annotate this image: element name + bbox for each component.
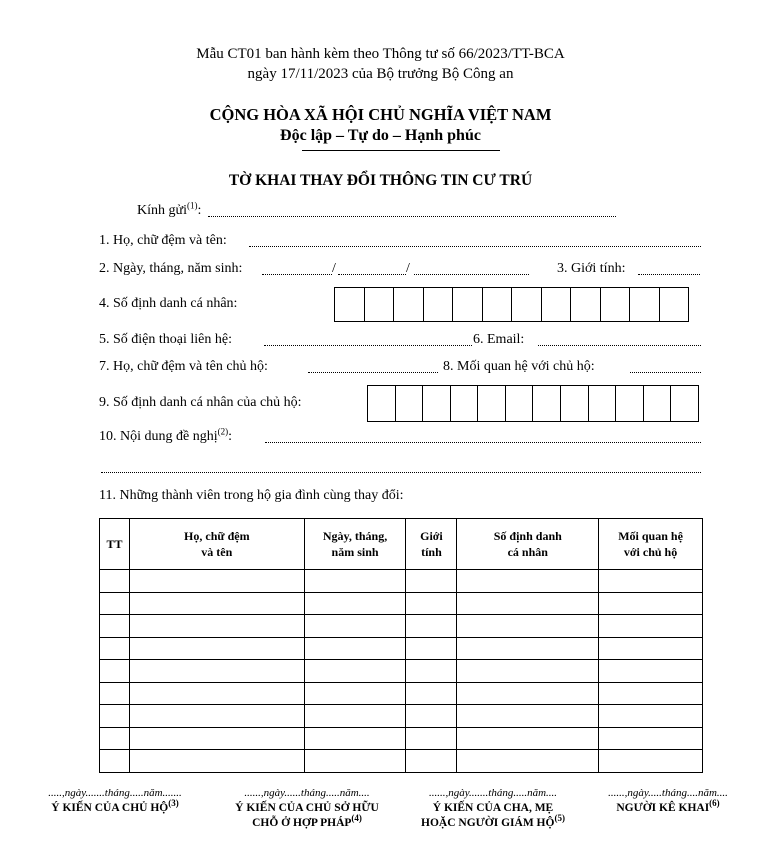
- table-cell[interactable]: [457, 592, 599, 615]
- table-cell[interactable]: [129, 750, 304, 773]
- national-title: CỘNG HÒA XÃ HỘI CHỦ NGHĨA VIỆT NAM: [209, 105, 552, 124]
- members-label: 11. Những thành viên trong hộ gia đình cùng thay đổi:: [99, 488, 404, 503]
- template-issue-date: ngày 17/11/2023 của Bộ trưởng Bộ Công an: [247, 66, 514, 82]
- table-row: [100, 750, 703, 773]
- id-digit-box[interactable]: [561, 386, 589, 421]
- request-content-field[interactable]: [265, 442, 701, 443]
- table-cell[interactable]: [599, 592, 703, 615]
- relationship-label: 8. Mối quan hệ với chủ hộ:: [443, 359, 595, 374]
- form-title: TỜ KHAI THAY ĐỔI THÔNG TIN CƯ TRÚ: [228, 172, 533, 189]
- birth-date-separator: /: [406, 261, 410, 276]
- members-table: [99, 518, 703, 773]
- table-row: [100, 615, 703, 638]
- email-field[interactable]: [538, 345, 701, 346]
- id-digit-box[interactable]: [483, 288, 513, 321]
- id-digit-box[interactable]: [453, 288, 483, 321]
- household-head-field[interactable]: [308, 372, 438, 373]
- phone-label: 5. Số điện thoại liên hệ:: [99, 332, 232, 347]
- table-cell[interactable]: [129, 705, 304, 728]
- full-name-label: 1. Họ, chữ đệm và tên:: [99, 233, 227, 248]
- table-row: [100, 637, 703, 660]
- email-label: 6. Email:: [473, 332, 525, 347]
- table-cell[interactable]: [406, 750, 457, 773]
- personal-id-boxes[interactable]: [334, 287, 689, 322]
- table-cell[interactable]: [129, 727, 304, 750]
- id-digit-box[interactable]: [630, 288, 660, 321]
- table-cell[interactable]: [100, 705, 130, 728]
- signature-title-line2: HOẶC NGƯỜI GIÁM HỘ$^{(5)}$: [421, 813, 565, 829]
- table-cell[interactable]: [304, 637, 406, 660]
- table-cell[interactable]: [129, 592, 304, 615]
- id-digit-box[interactable]: [571, 288, 601, 321]
- table-cell[interactable]: [304, 660, 406, 683]
- birth-day-field[interactable]: [262, 274, 332, 275]
- table-cell[interactable]: [304, 727, 406, 750]
- signature-title: Ý KIẾN CỦA CHA, MẸ: [432, 802, 554, 814]
- table-cell[interactable]: [100, 750, 130, 773]
- signature-title: Ý KIẾN CỦA CHỦ SỞ HỮU: [235, 802, 379, 814]
- signature-date: .....,ngày.......tháng.....năm.......: [48, 787, 182, 799]
- signature-block-household-head: [20, 786, 210, 816]
- id-digit-box[interactable]: [601, 288, 631, 321]
- id-digit-box[interactable]: [644, 386, 672, 421]
- id-digit-box[interactable]: [660, 288, 689, 321]
- kinh-gui-label: Kính gửi$^{(1)}$:: [137, 200, 202, 218]
- signature-date: ......,ngày......tháng.....năm....: [244, 787, 370, 799]
- birth-year-field[interactable]: [414, 274, 529, 275]
- col-header-personal-id: Số định danh cá nhân: [457, 519, 599, 570]
- table-cell[interactable]: [599, 570, 703, 593]
- id-digit-box[interactable]: [478, 386, 506, 421]
- table-row: [100, 705, 703, 728]
- table-row: [100, 660, 703, 683]
- table-cell[interactable]: [100, 637, 130, 660]
- table-cell[interactable]: [599, 660, 703, 683]
- national-motto: Độc lập – Tự do – Hạnh phúc: [280, 127, 481, 144]
- signature-title: NGƯỜI KÊ KHAI$^{(6)}$: [616, 798, 720, 814]
- table-cell[interactable]: [129, 570, 304, 593]
- id-digit-box[interactable]: [671, 386, 698, 421]
- table-cell[interactable]: [457, 682, 599, 705]
- table-cell[interactable]: [599, 682, 703, 705]
- table-cell[interactable]: [100, 592, 130, 615]
- table-row: [100, 682, 703, 705]
- table-cell[interactable]: [406, 615, 457, 638]
- table-cell[interactable]: [599, 750, 703, 773]
- table-cell[interactable]: [304, 570, 406, 593]
- request-content-label: 10. Nội dung đề nghị$^{(2)}$:: [99, 426, 232, 444]
- gender-label: 3. Giới tính:: [557, 261, 626, 276]
- col-header-birth-date: Ngày, tháng, năm sinh: [304, 519, 406, 570]
- relationship-field[interactable]: [630, 372, 701, 373]
- col-header-name: Họ, chữ đệm và tên: [129, 519, 304, 570]
- table-cell[interactable]: [599, 705, 703, 728]
- table-cell[interactable]: [457, 615, 599, 638]
- signature-date: ......,ngày.....tháng....năm....: [608, 787, 728, 799]
- table-cell[interactable]: [406, 660, 457, 683]
- signature-title: Ý KIẾN CỦA CHỦ HỘ$^{(3)}$: [51, 798, 179, 814]
- template-reference: Mẫu CT01 ban hành kèm theo Thông tư số 66/2023/TT-BCA: [196, 46, 565, 62]
- table-cell[interactable]: [457, 750, 599, 773]
- id-digit-box[interactable]: [394, 288, 424, 321]
- col-header-gender: Giới tính: [406, 519, 457, 570]
- table-cell[interactable]: [100, 727, 130, 750]
- table-cell[interactable]: [406, 637, 457, 660]
- id-digit-box[interactable]: [506, 386, 534, 421]
- request-content-field-line2[interactable]: [101, 472, 701, 473]
- id-digit-box[interactable]: [542, 288, 572, 321]
- table-cell[interactable]: [129, 637, 304, 660]
- table-cell[interactable]: [304, 705, 406, 728]
- table-cell[interactable]: [599, 727, 703, 750]
- motto-underline: [302, 150, 500, 151]
- signature-date: ......,ngày.......tháng.....năm....: [428, 787, 558, 799]
- id-digit-box[interactable]: [335, 288, 365, 321]
- id-digit-box[interactable]: [533, 386, 561, 421]
- id-digit-box[interactable]: [512, 288, 542, 321]
- col-header-relationship: Mối quan hệ với chủ hộ: [599, 519, 703, 570]
- table-cell[interactable]: [406, 682, 457, 705]
- table-cell[interactable]: [129, 615, 304, 638]
- table-cell[interactable]: [457, 637, 599, 660]
- table-row: [100, 592, 703, 615]
- table-cell[interactable]: [457, 660, 599, 683]
- signature-block-guardian: [398, 786, 588, 831]
- full-name-field[interactable]: [249, 246, 701, 247]
- table-cell[interactable]: [100, 660, 130, 683]
- table-cell[interactable]: [129, 660, 304, 683]
- id-digit-box[interactable]: [365, 288, 395, 321]
- signature-block-declarant: [580, 786, 756, 816]
- birth-date-separator: /: [332, 261, 336, 276]
- household-head-id-boxes[interactable]: [367, 385, 699, 422]
- id-digit-box[interactable]: [423, 386, 451, 421]
- table-cell[interactable]: [457, 570, 599, 593]
- table-cell[interactable]: [304, 682, 406, 705]
- table-cell[interactable]: [599, 637, 703, 660]
- table-cell[interactable]: [100, 682, 130, 705]
- table-cell[interactable]: [406, 705, 457, 728]
- id-digit-box[interactable]: [589, 386, 617, 421]
- personal-id-label: 4. Số định danh cá nhân:: [99, 296, 238, 311]
- household-head-id-label: 9. Số định danh cá nhân của chủ hộ:: [99, 395, 302, 410]
- signature-block-owner: [212, 786, 402, 831]
- table-cell[interactable]: [457, 705, 599, 728]
- table-header-row: [100, 519, 703, 570]
- birth-month-field[interactable]: [338, 274, 406, 275]
- id-digit-box[interactable]: [396, 386, 424, 421]
- table-cell[interactable]: [457, 727, 599, 750]
- table-cell[interactable]: [599, 615, 703, 638]
- gender-field[interactable]: [638, 274, 700, 275]
- table-cell[interactable]: [406, 570, 457, 593]
- signature-title-line2: CHỖ Ở HỢP PHÁP$^{(4)}$: [252, 813, 362, 829]
- table-row: [100, 570, 703, 593]
- household-head-label: 7. Họ, chữ đệm và tên chủ hộ:: [99, 359, 268, 374]
- phone-field[interactable]: [264, 345, 472, 346]
- table-cell[interactable]: [304, 750, 406, 773]
- birth-date-label: 2. Ngày, tháng, năm sinh:: [99, 261, 243, 276]
- id-digit-box[interactable]: [424, 288, 454, 321]
- id-digit-box[interactable]: [451, 386, 479, 421]
- kinh-gui-field[interactable]: [208, 216, 616, 217]
- id-digit-box[interactable]: [368, 386, 396, 421]
- id-digit-box[interactable]: [616, 386, 644, 421]
- table-cell[interactable]: [304, 615, 406, 638]
- table-cell[interactable]: [304, 592, 406, 615]
- table-cell[interactable]: [129, 682, 304, 705]
- col-header-tt: TT: [100, 519, 130, 570]
- table-row: [100, 727, 703, 750]
- table-cell[interactable]: [406, 592, 457, 615]
- table-cell[interactable]: [100, 615, 130, 638]
- table-cell[interactable]: [100, 570, 130, 593]
- table-cell[interactable]: [406, 727, 457, 750]
